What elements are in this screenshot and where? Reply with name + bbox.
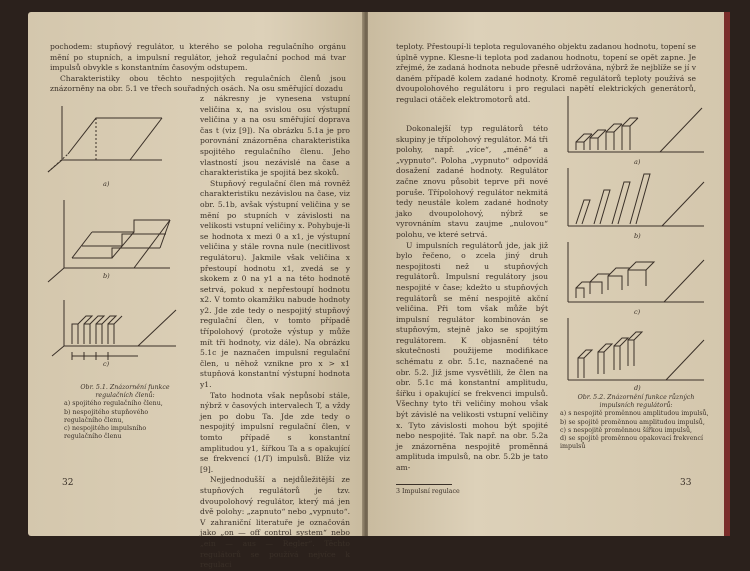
paragraph: Stupňový regulační člen má rovněž charakteristiku nezávislou na čase, viz obr. 5.1b, avšak výstupní veličina y se mění po stupních v závislosti na velikosti vstupní veličiny x. Pohybuje-li se hodnota x mezi 0 a x1, je výstupní veličina y stále rovna nule (necitlivost regulátoru). Jakmile však veličina x přestoupí hodnotu x1, zvedá se y skokem z 0 na y1 a na této hodnotě setrvá, pokud x nepřestoupí hodnotu x2. V tomto okamžiku nabude hodnoty y2. Jde zde tedy o nespojitý stupňový regulační člen, v tomto případě třípolohový (protože výstup y může mít tři hodnoty, viz dále). Na obrázku 5.1c je naznačen impulsní regulační člen, u něhož vznikne pro x > x1 stupňová konstantní výstupní hodnota y1. <box>200 178 350 390</box>
fig-label-a: a) <box>103 180 110 188</box>
caption-item: c) nespojitého impulsního regulačního členu <box>64 425 147 441</box>
fig-b-stepped <box>48 200 170 282</box>
paragraph: teploty. Přestoupí-li teplota regulovaného objektu zadanou hodnotu, topení se úplně vypne. Klesne-li teplota pod zadanou hodnotu, topení se opět zapne. Je zřejmé, že zadaná hodnota nebude přesně udržována, nýbrž že nejblíže se jí v daném případě kolem zadané hodnoty. Kromě regulátorů teploty používá se dvoupolohového regulátoru i pro regulaci napětí elektrických generátorů, regulaci otáček elektromotorů atd. <box>396 42 696 104</box>
fig-c-impulse <box>52 300 176 360</box>
fig-label-a: a) <box>634 158 641 166</box>
caption-item: c) s nespojitě proměnnou šířkou impulsů, <box>560 426 693 434</box>
fig-label-b: b) <box>103 272 110 280</box>
fig-a-continuous <box>48 106 162 172</box>
left-top-text <box>50 42 346 95</box>
fig-label-b: b) <box>634 232 641 240</box>
caption-title: Obr. 5.2. Znázornění funkce různých impulsních regulátorů: <box>577 394 695 410</box>
fig-5-2-d <box>568 318 704 380</box>
fig-5-2-a <box>568 96 704 152</box>
page-number-left: 32 <box>62 478 74 488</box>
open-book <box>28 12 728 570</box>
caption-item: a) s nespojitě proměnnou amplitudou impulsů, <box>560 410 709 418</box>
figure-5-1 <box>42 98 192 370</box>
page-number-right: 33 <box>680 478 692 488</box>
caption-title: Obr. 5.1. Znázornění funkce regulačních členů: <box>80 384 170 400</box>
caption-item: b) nespojitého stupňového regulačního členu, <box>64 408 149 424</box>
caption-item: a) spojitého regulačního členu, <box>64 400 163 408</box>
paragraph: pochodem: stupňový regulátor, u kterého se poloha regulačního orgánu mění po stupních, a impulsní regulátor, jehož regulační pochod má tvar impulsů obvykle s konstantním časovým odstupem. <box>50 42 346 73</box>
fig-label-c: c) <box>634 308 641 316</box>
right-left-column <box>396 124 548 474</box>
figure-5-1-caption <box>64 384 186 441</box>
paragraph: Tato hodnota však nepůsobí stále, nýbrž v časových intervalech T, a vždy jen po dobu Ta. Jde zde tedy o nespojitý impulsní regulační člen, v tomto případě s konstantní amplitudou y1, šířkou Ta a s opakující se frekvencí (1/T) impulsů. Blíže viz [9]. <box>200 390 350 474</box>
fig-5-2-b <box>568 168 704 226</box>
fig-label-d: d) <box>634 384 641 392</box>
caption-item: d) se spojitě proměnnou opakovací frekvencí impulsů <box>560 435 704 451</box>
figure-5-2-caption <box>560 394 712 451</box>
paragraph: Charakteristiky obou těchto nespojitých regulačních členů jsou znázorněny na obr. 5.1 ve třech souřadných osách. Na osu směřující dozadu <box>50 73 346 94</box>
book-edge-binding <box>724 12 730 536</box>
caption-item: b) se spojitě proměnnou amplitudou impulsů, <box>560 418 705 426</box>
fig-5-2-c <box>568 242 704 302</box>
paragraph: Nejjednodušší a nejdůležitější ze stupňových regulátorů je tzv. dvoupolohový regulátor, který má jen dvě polohy: „zapnuto“ nebo „vypnuto“. V zahraniční literatuře je označován jako „on — off control system“ nebo „ein — aus — Regler“. Těchto regulátorů se používá nejvíce k regulaci <box>200 475 350 570</box>
left-page <box>28 12 364 570</box>
paragraph: z nákresny je vynesena vstupní veličina x, na svislou osu výstupní veličina y a na osu směřující doprava čas t (viz [9]). Na obrázku 5.1a je pro porovnání znázorněna charakteristika spojitého regulačního členu. Jeho vlastností jsou nezávislé na čase a charakteristika je spojitá bez skoků. <box>200 94 350 178</box>
right-page <box>368 12 728 536</box>
footnote: 3 Impulsní regulace <box>396 488 460 495</box>
paragraph: Dokonalejší typ regulátorů této skupiny je třípolohový regulátor. Má tři polohy, např. „více“, „méně“ a „vypnuto“. Poloha „vypnuto“ odpovídá dosažení zadané hodnoty. Regulátor začne znovu působit teprve při nové poruše. Třípolohový regulátor nekmitá tedy neustále kolem zadané hodnoty jako dvoupolohový, nýbrž se vyrovnáním stavu zaujme „nulovou“ polohu, ve které setrvá. <box>396 124 548 239</box>
left-right-column <box>200 94 350 571</box>
footnote-rule <box>396 484 452 485</box>
paragraph: U impulsních regulátorů jde, jak již bylo řečeno, o zcela jiný druh nespojitosti než u stupňových regulátorů. Impulsní regulátory jsou nespojité v čase; kdežto u stupňových regulátorů se mění nespojitě akční veličina. Při tom však může být impulsní regulátor kombinován se stupňovým, stejně jako se spojitým regulátorem. K objasnění této skutečnosti použijeme modifikace schématu z obr. 5.1c, naznačené na obr. 5.2. Již jsme vysvětlili, že člen na obr. 5.1c má konstantní amplitudu, šířku i opakující se frekvenci impulsů. Všechny tyto tři veličiny mohou však být závislé na velikosti vstupní veličiny x. Tyto závislosti mohou být spojité nebo nespojité. Tak např. na obr. 5.2a je znázorněna nespojitě proměnná amplituda impulsů, na obr. 5.2b je tato am- <box>396 240 548 472</box>
fig-label-c: c) <box>103 360 110 368</box>
